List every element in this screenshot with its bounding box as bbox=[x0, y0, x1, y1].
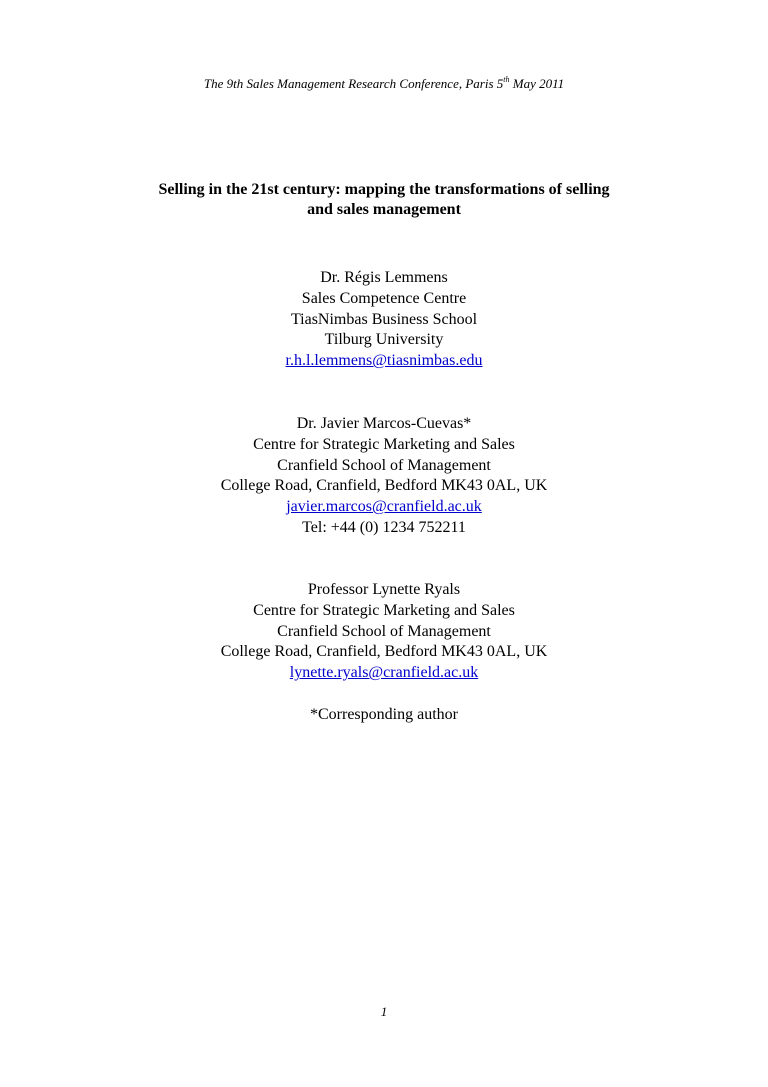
corresponding-author-note: *Corresponding author bbox=[310, 706, 458, 723]
author-name: Dr. Régis Lemmens bbox=[320, 269, 448, 286]
header-text: The 9th Sales Management Research Conference, Paris 5 bbox=[203, 76, 504, 91]
header-superscript: th bbox=[503, 74, 510, 84]
author-affiliation: Centre for Strategic Marketing and Sales bbox=[253, 435, 515, 453]
author-name: Professor Lynette Ryals bbox=[307, 581, 461, 598]
running-header bbox=[0, 76, 768, 92]
author-email-link[interactable]: javier.marcos@cranfield.ac.uk bbox=[286, 498, 482, 516]
title-line-2: and sales management bbox=[307, 201, 461, 218]
author-email-link[interactable]: r.h.l.lemmens@tiasnimbas.edu bbox=[285, 352, 483, 370]
author-affiliation: TiasNimbas Business School bbox=[290, 310, 478, 328]
author-block-ryals bbox=[0, 580, 768, 684]
author-affiliation: Sales Competence Centre bbox=[301, 289, 467, 307]
author-phone: Tel: +44 (0) 1234 752211 bbox=[302, 518, 466, 536]
author-block-lemmens bbox=[0, 268, 768, 372]
header-text-end: May 2011 bbox=[509, 76, 565, 91]
title-line-1: Selling in the 21st century: mapping the transformations of selling bbox=[158, 181, 610, 198]
author-email-link[interactable]: lynette.ryals@cranfield.ac.uk bbox=[289, 664, 479, 682]
author-affiliation: Cranfield School of Management bbox=[277, 622, 491, 640]
page-number: 1 bbox=[380, 1004, 388, 1019]
author-affiliation: Cranfield School of Management bbox=[277, 456, 491, 474]
author-affiliation: Centre for Strategic Marketing and Sales bbox=[253, 601, 515, 619]
author-affiliation: Tilburg University bbox=[324, 331, 444, 349]
author-address: College Road, Cranfield, Bedford MK43 0AL, UK bbox=[220, 477, 548, 495]
paper-title bbox=[0, 180, 768, 220]
author-name: Dr. Javier Marcos-Cuevas* bbox=[296, 415, 472, 432]
author-block-marcos-cuevas bbox=[0, 414, 768, 539]
author-address: College Road, Cranfield, Bedford MK43 0AL, UK bbox=[220, 643, 548, 661]
